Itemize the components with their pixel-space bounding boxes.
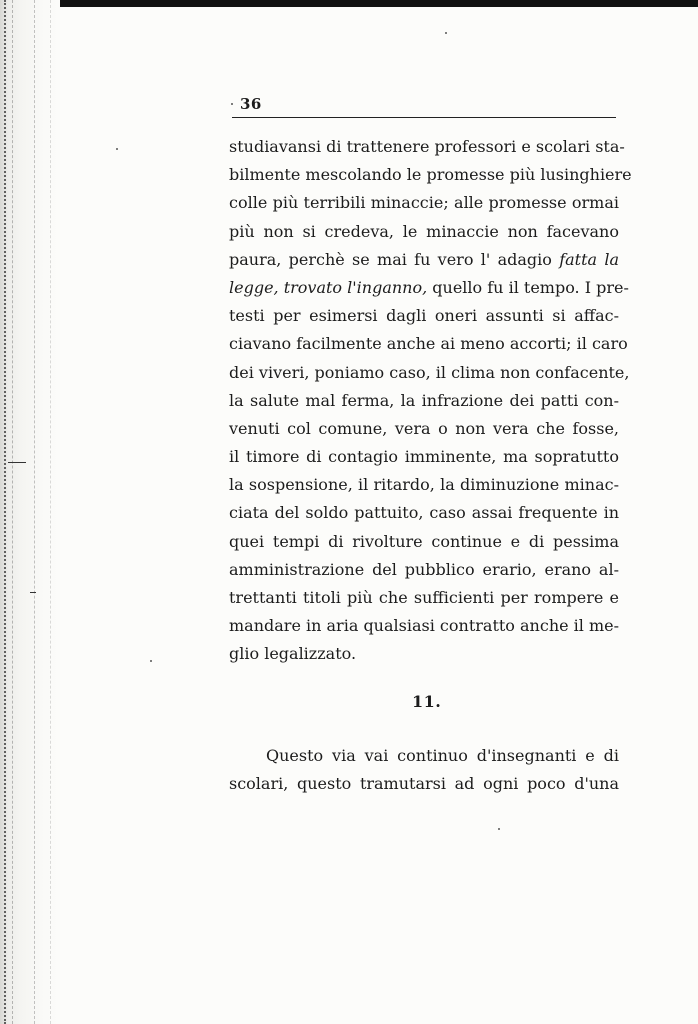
text-line: più non si credeva, le minaccie non facevano [229,221,619,241]
text-span: paura, perchè se mai fu vero l' adagio [229,249,560,269]
paper-speck [445,32,447,34]
text-line: amministrazione del pubblico erario, erano al- [229,559,619,579]
binding-mark [8,462,26,463]
page-binding-gutter [0,0,60,1024]
text-line: colle più terribili minaccie; alle promesse ormai [229,193,619,213]
binding-rule [4,0,6,1024]
paper-speck [231,103,233,105]
text-line: venuti col comune, vera o non vera che fosse, [229,418,619,438]
text-line: dei viveri, poniamo caso, il clima non confacente, [229,362,630,382]
section-number: 11. [412,692,442,711]
text-line: scolari, questo tramutarsi ad ogni poco d'una [229,774,619,794]
header-rule [232,117,616,118]
binding-mark [30,592,36,593]
paper-speck [498,828,500,830]
paragraph-text [229,133,632,669]
text-line: studiavansi di trattenere professori e scolari sta- [229,137,625,156]
text-line: glio legalizzato. [229,644,357,664]
text-line: ciavano facilmente anche ai meno accorti; il caro [229,334,628,354]
section-paragraph [229,742,619,798]
text-line: quei tempi di rivolture continue e di pessima [229,531,619,551]
text-line: la sospensione, il ritardo, la diminuzione minac- [229,475,619,495]
page-number: 36 [240,95,262,113]
text-line: mandare in aria qualsiasi contratto anche il me- [229,616,620,636]
text-line: testi per esimersi dagli oneri assunti si affac- [229,306,619,326]
text-line-with-italic [229,246,619,274]
text-span: quello fu il tempo. I pre- [427,277,629,297]
binding-rule [50,0,51,1024]
binding-rule [34,0,35,1024]
text-line-with-italic [229,274,629,302]
text-line: il timore di contagio imminente, ma sopratutto [229,447,619,467]
text-line: la salute mal ferma, la infrazione dei patti con- [229,390,619,410]
paper-speck [150,660,152,662]
scan-top-edge [0,0,698,7]
text-line: bilmente mescolando le promesse più lusinghiere [229,165,632,185]
italic-phrase: fatta la [559,249,619,269]
paper-speck [116,148,118,150]
text-line: Questo via vai continuo d'insegnanti e di [266,746,619,765]
binding-rule [12,0,13,1024]
italic-phrase: legge, trovato l'inganno, [229,277,428,297]
text-line: ciata del soldo pattuito, caso assai frequente in [229,503,619,523]
text-line: trettanti titoli più che sufficienti per rompere e [229,588,619,607]
